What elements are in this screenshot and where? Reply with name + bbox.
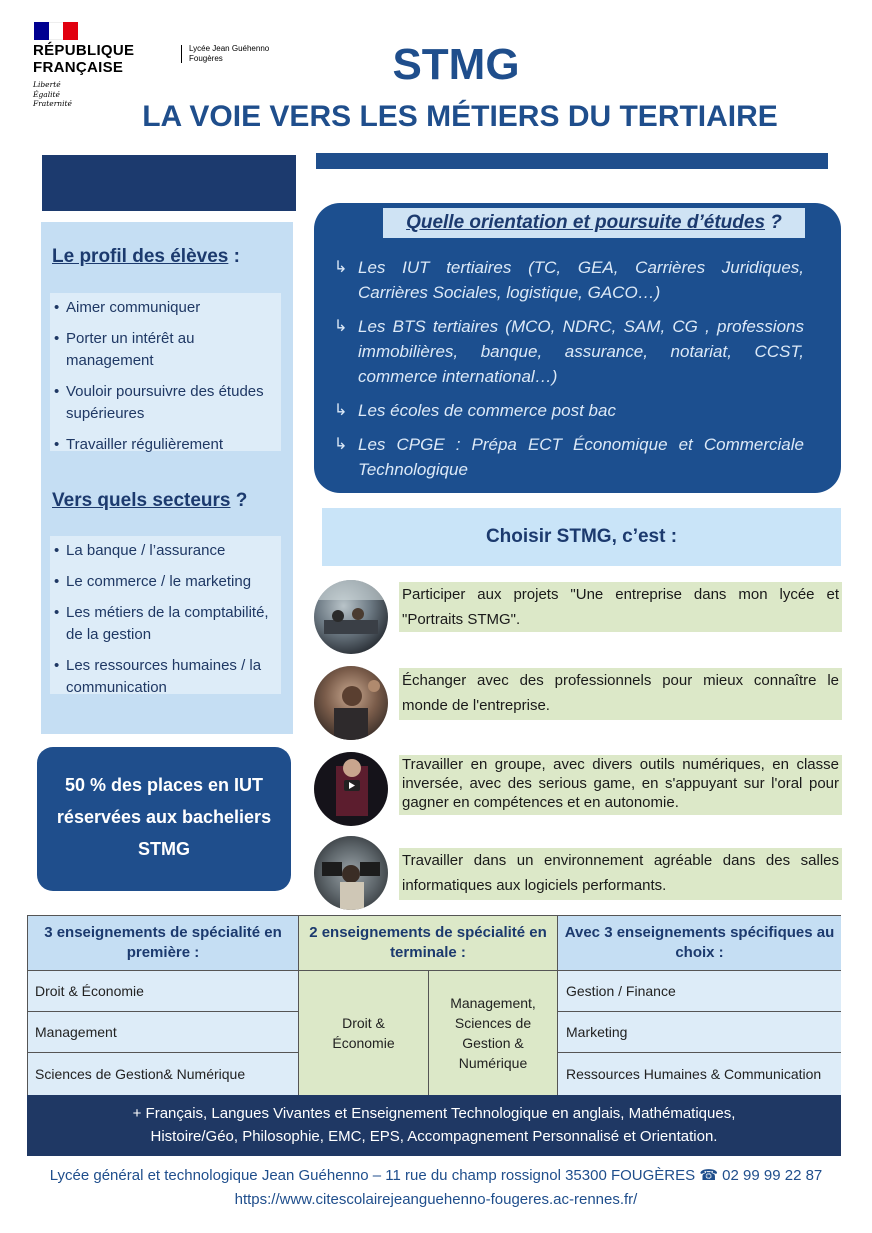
republique-motto: Liberté Égalité Fraternité [33, 80, 72, 108]
table-header: 3 enseignements de spécialité en première : [28, 916, 299, 971]
table-cell: Droit & Économie [299, 971, 429, 1095]
arrow-icon: ↳ [334, 436, 348, 453]
list-item: • Aimer communiquer [54, 297, 277, 319]
marianne-flag-logo [34, 22, 78, 40]
professionals-photo [314, 666, 388, 740]
table-cell: Droit & Économie [28, 971, 299, 1012]
list-item: • Les ressources humaines / la communication [54, 655, 277, 699]
classroom-photo [314, 580, 388, 654]
computer-room-photo [314, 836, 388, 910]
list-item: ↳ Les écoles de commerce post bac [332, 398, 804, 423]
lycee-name: Lycée Jean Guéhenno Fougères [189, 44, 270, 63]
table-cell: Sciences de Gestion& Numérique [28, 1053, 299, 1095]
feature-text: Échanger avec des professionnels pour mieux connaître le monde de l'entreprise. [399, 668, 842, 720]
profil-list [50, 293, 281, 451]
list-item: • Les métiers de la comptabilité, de la gestion [54, 602, 277, 646]
page-subtitle: LA VOIE VERS LES MÉTIERS DU TERTIAIRE [142, 100, 778, 133]
orientation-heading: Quelle orientation et poursuite d’études ? [383, 208, 805, 238]
common-courses-note: + Français, Langues Vivantes et Enseignement Technologique en anglais, Mathématiques, Histoire/Géo, Philosophie, EMC, EPS, Accompagnement Personnalisé et Orientation. [27, 1095, 841, 1156]
orientation-list [332, 255, 804, 491]
list-item: ↳ Les BTS tertiaires (MCO, NDRC, SAM, CG , professions immobilières, banque, assurance, notariat, CCST, commerce international…) [332, 314, 804, 389]
table-cell: Marketing [558, 1012, 841, 1053]
phone-number[interactable]: 02 99 99 22 87 [722, 1167, 823, 1184]
iut-places-note: 50 % des places en IUT réservées aux bacheliers STMG [37, 747, 291, 891]
arrow-icon: ↳ [334, 318, 348, 335]
list-item: • Vouloir poursuivre des études supérieures [54, 381, 277, 425]
profil-heading: Le profil des élèves : [52, 246, 240, 267]
feature-text: Participer aux projets "Une entreprise dans mon lycée et "Portraits STMG". [399, 582, 842, 632]
decor-bar-left [42, 155, 296, 211]
choose-heading: Choisir STMG, c’est : [322, 508, 841, 566]
list-item: ↳ Les IUT tertiaires (TC, GEA, Carrières Juridiques, Carrières Sociales, logistique, GACO…) [332, 255, 804, 305]
specialites-table [27, 915, 841, 1095]
contact-block [0, 1164, 872, 1212]
page-title: STMG [392, 40, 520, 89]
table-cell: Management [28, 1012, 299, 1053]
website-link[interactable]: https://www.citescolairejeanguehenno-fougeres.ac-rennes.fr/ [234, 1191, 638, 1208]
address: Lycée général et technologique Jean Guéhenno – 11 rue du champ rossignol 35300 FOUGÈRES [49, 1167, 696, 1184]
list-item: ↳ Les CPGE : Prépa ECT Économique et Commerciale Technologique [332, 432, 804, 482]
arrow-icon: ↳ [334, 259, 348, 276]
feature-text: Travailler en groupe, avec divers outils numériques, en classe inversée, avec des serious game, en s'appuyant sur l'oral pour gagner en compétences et en autonomie. [399, 755, 842, 815]
list-item: • La banque / l’assurance [54, 540, 277, 562]
table-cell: Ressources Humaines & Communication [558, 1053, 841, 1095]
list-item: • Porter un intérêt au management [54, 328, 277, 372]
phone-icon: ☎ [699, 1167, 718, 1184]
table-header: Avec 3 enseignements spécifiques au choix : [558, 916, 841, 971]
republique-francaise-label: RÉPUBLIQUE FRANÇAISE [33, 42, 135, 76]
table-header: 2 enseignements de spécialité en terminale : [299, 916, 558, 971]
list-item: • Travailler régulièrement [54, 434, 277, 456]
table-cell: Gestion / Finance [558, 971, 841, 1012]
feature-text: Travailler dans un environnement agréable dans des salles informatiques aux logiciels performants. [399, 848, 842, 900]
video-thumbnail[interactable] [314, 752, 388, 826]
secteurs-heading: Vers quels secteurs ? [52, 490, 248, 511]
decor-bar-right [316, 153, 828, 169]
secteurs-list [50, 536, 281, 694]
table-cell: Management, Sciences de Gestion & Numérique [429, 971, 558, 1095]
list-item: • Le commerce / le marketing [54, 571, 277, 593]
arrow-icon: ↳ [334, 402, 348, 419]
